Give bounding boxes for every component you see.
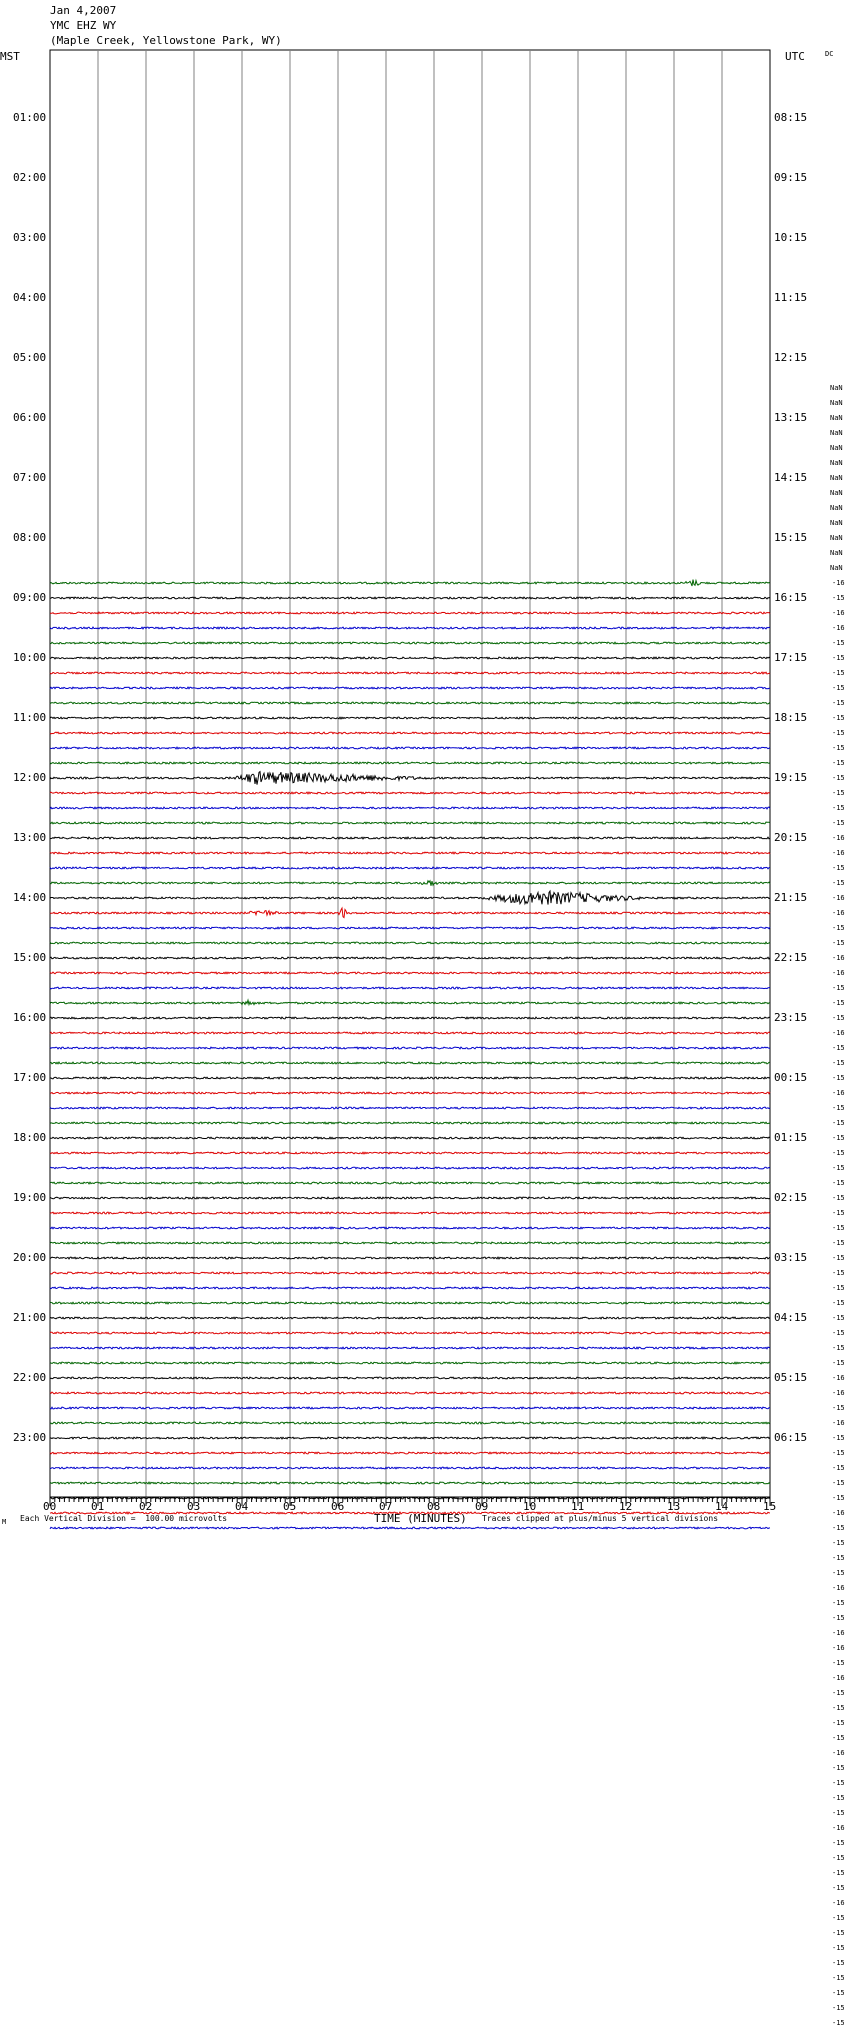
trace-offset-label: -15 <box>832 1779 845 1787</box>
seismic-trace <box>50 867 770 869</box>
seismic-trace <box>50 627 770 629</box>
trace-offset-label: -15 <box>832 1224 845 1232</box>
trace-offset-label: -15 <box>832 1359 845 1367</box>
nan-label: NaN <box>830 474 843 482</box>
trace-offset-label: -16 <box>832 1089 845 1097</box>
right-hour-label: 04:15 <box>774 1311 808 1324</box>
trace-offset-label: -15 <box>832 1974 845 1982</box>
trace-offset-label: -16 <box>832 624 845 632</box>
seismic-trace <box>50 1000 770 1004</box>
seismic-trace <box>50 1107 770 1109</box>
trace-offset-label: -15 <box>832 1599 845 1607</box>
seismic-trace <box>50 1167 770 1169</box>
left-hour-label: 09:00 <box>13 591 47 604</box>
trace-offset-label: -15 <box>832 804 845 812</box>
seismic-trace <box>50 1257 770 1259</box>
seismic-trace <box>50 642 770 644</box>
seismic-trace <box>50 717 770 719</box>
seismic-trace <box>50 1017 770 1019</box>
trace-offset-label: -15 <box>832 2004 845 2012</box>
trace-offset-label: -15 <box>832 654 845 662</box>
seismic-trace <box>50 987 770 989</box>
x-tick-label: 12 <box>619 1500 633 1513</box>
seismic-trace <box>50 597 770 599</box>
plot-frame <box>50 50 770 1497</box>
seismic-trace <box>50 1422 770 1424</box>
trace-offset-label: -15 <box>832 984 845 992</box>
trace-offset-label: -15 <box>832 1704 845 1712</box>
right-hour-label: 23:15 <box>774 1011 808 1024</box>
trace-offset-label: -15 <box>832 714 845 722</box>
trace-offset-label: -15 <box>832 1044 845 1052</box>
seismic-trace <box>50 1452 770 1454</box>
trace-offset-label: -15 <box>832 1914 845 1922</box>
x-axis-title: TIME (MINUTES) <box>374 1512 467 1525</box>
record-date: Jan 4,2007 <box>50 4 117 17</box>
right-hour-label: 20:15 <box>774 831 808 844</box>
trace-offset-label: -15 <box>832 1524 845 1532</box>
trace-offset-label: -15 <box>832 864 845 872</box>
seismic-trace <box>50 1362 770 1364</box>
trace-offset-label: -15 <box>832 1284 845 1292</box>
right-hour-label: 02:15 <box>774 1191 808 1204</box>
trace-offset-label: -15 <box>832 1929 845 1937</box>
right-hour-label: 09:15 <box>774 171 808 184</box>
trace-offset-label: -16 <box>832 969 845 977</box>
right-hour-label: 22:15 <box>774 951 808 964</box>
left-hour-label: 20:00 <box>13 1251 47 1264</box>
trace-offset-label: -16 <box>832 579 845 587</box>
trace-offset-label: -16 <box>832 1899 845 1907</box>
seismic-trace <box>50 927 770 929</box>
left-hour-label: 14:00 <box>13 891 47 904</box>
nan-label: NaN <box>830 489 843 497</box>
station-code: YMC EHZ WY <box>50 19 117 32</box>
right-hour-label: 13:15 <box>774 411 808 424</box>
trace-offset-label: -15 <box>832 699 845 707</box>
seismic-trace <box>50 891 770 905</box>
right-timezone-label: UTC <box>785 50 805 63</box>
seismic-trace <box>50 1287 770 1289</box>
seismic-trace <box>50 762 770 764</box>
x-tick-label: 10 <box>523 1500 537 1513</box>
x-tick-label: 13 <box>667 1500 681 1513</box>
trace-offset-label: -15 <box>832 759 845 767</box>
trace-offset-label: -15 <box>832 1734 845 1742</box>
trace-offset-label: -16 <box>832 1584 845 1592</box>
seismic-trace <box>50 792 770 794</box>
trace-offset-label: -16 <box>832 1644 845 1652</box>
left-hour-label: 07:00 <box>13 471 47 484</box>
seismic-trace <box>50 1077 770 1079</box>
seismic-trace <box>50 1437 770 1439</box>
trace-offset-label: -15 <box>832 1614 845 1622</box>
seismic-trace <box>50 837 770 839</box>
right-hour-label: 21:15 <box>774 891 808 904</box>
trace-offset-label: -15 <box>832 1809 845 1817</box>
trace-offset-label: -15 <box>832 1854 845 1862</box>
nan-label: NaN <box>830 399 843 407</box>
right-hour-label: 01:15 <box>774 1131 808 1144</box>
left-hour-label: 08:00 <box>13 531 47 544</box>
trace-offset-label: -15 <box>832 1149 845 1157</box>
seismic-trace <box>50 1527 770 1529</box>
seismic-trace <box>50 1332 770 1334</box>
trace-offset-label: -15 <box>832 774 845 782</box>
trace-offset-label: -15 <box>832 1194 845 1202</box>
x-tick-label: 03 <box>187 1500 201 1513</box>
right-hour-label: 05:15 <box>774 1371 808 1384</box>
seismic-trace <box>50 612 770 614</box>
nan-label: NaN <box>830 549 843 557</box>
seismic-trace <box>50 1212 770 1214</box>
right-hour-label: 00:15 <box>774 1071 808 1084</box>
trace-offset-label: -15 <box>832 1239 845 1247</box>
seismic-trace <box>50 687 770 689</box>
trace-offset-label: -15 <box>832 684 845 692</box>
left-hour-label: 22:00 <box>13 1371 47 1384</box>
seismic-trace <box>50 852 770 854</box>
trace-offset-label: -16 <box>832 894 845 902</box>
station-location: (Maple Creek, Yellowstone Park, WY) <box>50 34 282 47</box>
seismic-trace <box>50 972 770 974</box>
seismic-trace <box>50 1032 770 1034</box>
trace-offset-label: -15 <box>832 1074 845 1082</box>
seismic-trace <box>50 1377 770 1379</box>
trace-offset-label: -15 <box>832 2019 845 2027</box>
right-hour-label: 03:15 <box>774 1251 808 1264</box>
seismic-trace <box>50 942 770 944</box>
trace-offset-label: -15 <box>832 1989 845 1997</box>
trace-offset-label: -15 <box>832 819 845 827</box>
trace-offset-label: -15 <box>832 1554 845 1562</box>
seismic-trace <box>50 1152 770 1154</box>
trace-offset-label: -15 <box>832 669 845 677</box>
seismic-trace <box>50 908 770 918</box>
trace-offset-label: -15 <box>832 1959 845 1967</box>
trace-offset-label: -16 <box>832 1824 845 1832</box>
trace-offset-label: -15 <box>832 1449 845 1457</box>
x-tick-label: 09 <box>475 1500 489 1513</box>
trace-offset-label: -15 <box>832 924 845 932</box>
right-hour-label: 16:15 <box>774 591 808 604</box>
trace-offset-label: -15 <box>832 1494 845 1502</box>
x-tick-label: 01 <box>91 1500 105 1513</box>
trace-offset-label: -15 <box>832 639 845 647</box>
left-hour-label: 21:00 <box>13 1311 47 1324</box>
left-hour-label: 19:00 <box>13 1191 47 1204</box>
trace-offset-label: -15 <box>832 1254 845 1262</box>
x-tick-label: 04 <box>235 1500 249 1513</box>
nan-label: NaN <box>830 504 843 512</box>
left-hour-label: 13:00 <box>13 831 47 844</box>
trace-offset-label: -15 <box>832 1944 845 1952</box>
seismic-trace <box>50 732 770 734</box>
trace-offset-label: -15 <box>832 1869 845 1877</box>
trace-offset-label: -15 <box>832 1014 845 1022</box>
seismic-trace <box>50 657 770 659</box>
trace-offset-label: -16 <box>832 1029 845 1037</box>
seismic-trace <box>50 1092 770 1094</box>
trace-offset-label: -15 <box>832 594 845 602</box>
seismic-trace <box>50 1062 770 1064</box>
left-hour-label: 17:00 <box>13 1071 47 1084</box>
left-hour-label: 12:00 <box>13 771 47 784</box>
seismic-trace <box>50 1407 770 1409</box>
seismic-trace <box>50 957 770 959</box>
seismic-trace <box>50 747 770 749</box>
x-tick-label: 05 <box>283 1500 297 1513</box>
right-hour-label: 17:15 <box>774 651 808 664</box>
trace-offset-label: -16 <box>832 1419 845 1427</box>
right-hour-label: 14:15 <box>774 471 808 484</box>
trace-offset-label: -15 <box>832 1479 845 1487</box>
trace-offset-label: -15 <box>832 1884 845 1892</box>
trace-offset-label: -15 <box>832 939 845 947</box>
seismic-trace <box>50 1182 770 1184</box>
trace-offset-label: -15 <box>832 1659 845 1667</box>
trace-offset-label: -15 <box>832 1314 845 1322</box>
left-hour-label: 06:00 <box>13 411 47 424</box>
trace-offset-label: -15 <box>832 1164 845 1172</box>
seismic-trace <box>50 807 770 809</box>
trace-offset-label: -15 <box>832 1134 845 1142</box>
seismic-trace <box>50 1272 770 1274</box>
trace-offset-label: -15 <box>832 1269 845 1277</box>
trace-offset-label: -15 <box>832 879 845 887</box>
trace-offset-label: -16 <box>832 1389 845 1397</box>
right-hour-label: 18:15 <box>774 711 808 724</box>
seismic-trace <box>50 1392 770 1394</box>
left-hour-label: 16:00 <box>13 1011 47 1024</box>
nan-label: NaN <box>830 414 843 422</box>
trace-offset-label: -16 <box>832 1374 845 1382</box>
seismic-trace <box>50 1317 770 1319</box>
trace-offset-label: -16 <box>832 1629 845 1637</box>
seismic-trace <box>50 881 770 886</box>
trace-offset-label: -16 <box>832 609 845 617</box>
nan-label: NaN <box>830 564 843 572</box>
left-hour-label: 05:00 <box>13 351 47 364</box>
corner-mark: M <box>2 1518 7 1526</box>
x-tick-label: 14 <box>715 1500 729 1513</box>
seismic-trace <box>50 1347 770 1349</box>
trace-offset-label: -15 <box>832 1104 845 1112</box>
trace-offset-label: -16 <box>832 834 845 842</box>
left-hour-label: 23:00 <box>13 1431 47 1444</box>
seismic-trace <box>50 702 770 704</box>
trace-offset-label: -15 <box>832 789 845 797</box>
left-hour-label: 01:00 <box>13 111 47 124</box>
x-tick-label: 06 <box>331 1500 345 1513</box>
x-tick-label: 08 <box>427 1500 441 1513</box>
seismic-trace <box>50 1467 770 1469</box>
seismic-trace <box>50 1482 770 1484</box>
seismic-trace <box>50 772 770 785</box>
trace-offset-label: -15 <box>832 1689 845 1697</box>
left-hour-label: 02:00 <box>13 171 47 184</box>
trace-offset-label: -16 <box>832 909 845 917</box>
trace-offset-label: -15 <box>832 1299 845 1307</box>
x-tick-label: 15 <box>763 1500 777 1513</box>
left-hour-label: 11:00 <box>13 711 47 724</box>
left-hour-label: 15:00 <box>13 951 47 964</box>
trace-offset-label: -15 <box>832 1434 845 1442</box>
left-hour-label: 18:00 <box>13 1131 47 1144</box>
seismic-trace <box>50 1242 770 1244</box>
clipping-note: Traces clipped at plus/minus 5 vertical divisions <box>482 1514 719 1523</box>
seismic-trace <box>50 1122 770 1124</box>
trace-offset-label: -15 <box>832 1839 845 1847</box>
trace-offset-label: -15 <box>832 729 845 737</box>
x-tick-label: 00 <box>43 1500 57 1513</box>
trace-offset-label: -15 <box>832 1059 845 1067</box>
trace-offset-label: -15 <box>832 744 845 752</box>
seismic-trace <box>50 822 770 824</box>
trace-offset-label: -16 <box>832 1674 845 1682</box>
seismic-trace <box>50 1302 770 1304</box>
trace-offset-label: -15 <box>832 1209 845 1217</box>
trace-offset-label: -16 <box>832 1749 845 1757</box>
right-hour-label: 06:15 <box>774 1431 808 1444</box>
trace-offset-label: -15 <box>832 1344 845 1352</box>
trace-offset-label: -15 <box>832 1179 845 1187</box>
left-hour-label: 03:00 <box>13 231 47 244</box>
right-hour-label: 15:15 <box>774 531 808 544</box>
right-hour-label: 19:15 <box>774 771 808 784</box>
x-tick-label: 07 <box>379 1500 393 1513</box>
trace-offset-label: -15 <box>832 1119 845 1127</box>
trace-offset-label: -15 <box>832 999 845 1007</box>
trace-offset-label: -15 <box>832 1464 845 1472</box>
vertical-division-note: Each Vertical Division = 100.00 microvolts <box>20 1514 228 1523</box>
trace-offset-label: -16 <box>832 1509 845 1517</box>
trace-offset-label: -15 <box>832 1719 845 1727</box>
right-hour-label: 10:15 <box>774 231 808 244</box>
trace-offset-label: -15 <box>832 1404 845 1412</box>
trace-offset-label: -16 <box>832 849 845 857</box>
right-hour-label: 08:15 <box>774 111 808 124</box>
trace-offset-label: -15 <box>832 1569 845 1577</box>
seismic-trace <box>50 580 770 586</box>
seismic-trace <box>50 1227 770 1229</box>
x-tick-label: 11 <box>571 1500 585 1513</box>
nan-label: NaN <box>830 444 843 452</box>
seismic-trace <box>50 1197 770 1199</box>
nan-label: NaN <box>830 384 843 392</box>
seismic-trace <box>50 1047 770 1049</box>
left-hour-label: 10:00 <box>13 651 47 664</box>
seismic-trace <box>50 1137 770 1139</box>
nan-label: NaN <box>830 429 843 437</box>
seismic-trace <box>50 672 770 674</box>
trace-offset-label: -15 <box>832 1764 845 1772</box>
dc-label: DC <box>825 50 834 58</box>
left-timezone-label: MST <box>0 50 20 63</box>
trace-offset-label: -16 <box>832 954 845 962</box>
nan-label: NaN <box>830 519 843 527</box>
trace-offset-label: -15 <box>832 1539 845 1547</box>
nan-label: NaN <box>830 459 843 467</box>
right-hour-label: 11:15 <box>774 291 808 304</box>
trace-offset-label: -15 <box>832 1329 845 1337</box>
x-tick-label: 02 <box>139 1500 153 1513</box>
right-hour-label: 12:15 <box>774 351 808 364</box>
nan-label: NaN <box>830 534 843 542</box>
trace-offset-label: -15 <box>832 1794 845 1802</box>
left-hour-label: 04:00 <box>13 291 47 304</box>
